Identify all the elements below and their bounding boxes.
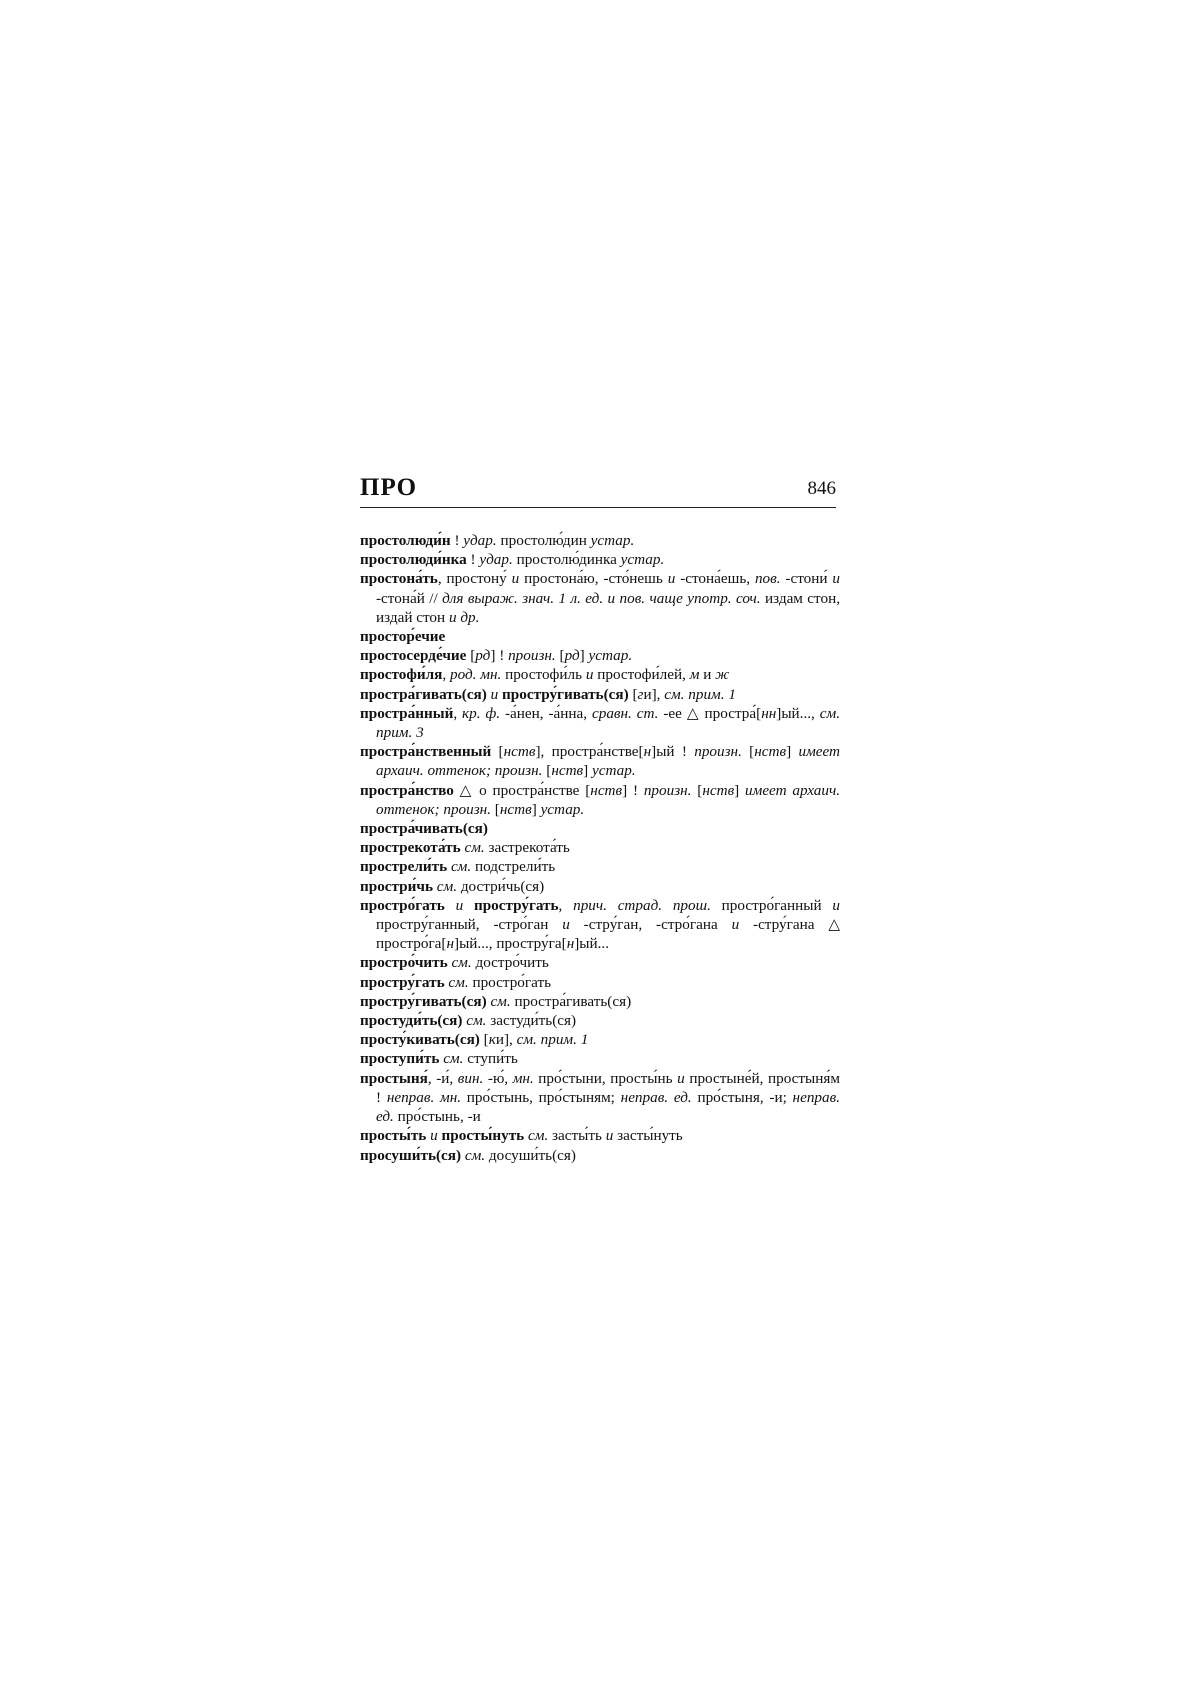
entry-text: ] [786,743,799,761]
entry-text: застрекота́ть [484,839,570,857]
entry-note: нств [754,743,787,761]
entry-note: устар. [620,551,665,569]
entry-text: простона́ю, -сто́нешь [519,570,668,588]
dictionary-entries [360,531,840,1165]
entry-note: имеет архаич. оттенок; произн. [376,743,841,780]
entry-text: [ [466,647,476,665]
entry-headword: простыня́ [360,1069,428,1087]
entry-text: ]ый..., простру́га[ [454,935,567,953]
entry-headword: проступи́ть [360,1050,440,1068]
entry-note: н [643,743,652,761]
entry-text: ] [579,647,589,665]
entry-text: застуди́ть(ся) [486,1012,577,1030]
entry-headword: простор́ечие [360,628,446,646]
entry-text: ! [466,551,480,569]
entry-note: рд [564,647,580,665]
page-header [360,474,836,510]
entry-note: см. [443,1050,464,1068]
dictionary-entry [360,569,840,627]
entry-headword: просту́кивать(ся) [360,1031,480,1049]
entry-note: и [832,896,840,914]
entry-text: ] ! [622,781,644,799]
entry-note: устар. [588,647,633,665]
entry-note: и [490,685,499,703]
entry-note: н [566,935,575,953]
entry-headword: простолюди́н [360,532,451,549]
entry-note: нств [499,800,532,818]
entry-note: нств [590,781,623,799]
entry-text: [ [542,762,552,780]
entry-note: см. прим. 3 [376,704,841,742]
dictionary-entry [360,685,840,704]
entry-text: и], [495,1031,517,1049]
entry-note: и [562,916,570,934]
entry-text: [ [479,1031,489,1049]
dictionary-entry [360,838,840,857]
entry-text: простолю́динка [512,551,621,569]
entry-note: см. [448,973,469,991]
entry-headword: простри́чь [360,877,433,895]
entry-text: △ о простра́нстве [ [453,781,591,799]
entry-note: и [667,570,676,588]
dictionary-entry [360,781,840,819]
entry-headword: прострекота́ть [360,839,461,857]
dictionary-entry [360,1069,840,1127]
entry-headword: простона́ть [360,570,438,588]
dictionary-entry [360,1126,840,1145]
entry-variant: просты́нуть [441,1127,525,1145]
entry-text: ]ый... [574,935,610,953]
entry-note: произн. [694,743,742,761]
entry-note: для выраж. знач. 1 л. ед. и пов. чаще употр. соч. [442,589,761,607]
entry-note: и [731,916,740,934]
dictionary-entry [360,896,840,954]
entry-text: ступи́ть [463,1050,518,1068]
entry-text: -стони́ [780,570,833,588]
entry-note: рд [475,647,491,665]
entry-headword: прострели́ть [360,858,448,876]
entry-text: издам стон, издай стон [376,589,841,626]
entry-note: и [832,570,841,588]
entry-headword: простосерде́чие [360,647,467,665]
entry-text: [ [691,781,703,799]
entry-variant: простру́гивать(ся) [502,685,629,703]
entry-headword: простра́нственный [360,743,492,761]
entry-text: -а́нен, -а́нна, [500,704,592,722]
entry-note: м [689,666,700,684]
entry-note: нств [503,743,536,761]
entry-note: см. прим. 1 [664,685,736,703]
entry-note: пов. [754,570,781,588]
entry-note: см. [466,1012,487,1030]
entry-text: , [558,896,574,914]
entry-text: подстрели́ть [471,858,556,876]
entry-note: см. прим. 1 [516,1031,589,1049]
dictionary-entry [360,1011,840,1030]
dictionary-entry [360,819,840,838]
entry-note: устар. [540,800,585,818]
entry-note: неправ. мн. [386,1088,462,1106]
entry-note: г [637,685,644,703]
entry-text: достри́чь(ся) [457,877,545,895]
entry-headword: простро́гать [360,896,445,914]
entry-note: устар. [590,532,635,549]
dictionary-entry [360,857,840,876]
entry-note: см. [464,1146,486,1164]
entry-note: устар. [592,762,636,780]
dictionary-entry [360,627,840,646]
dictionary-entry [360,877,840,896]
entry-text: -стона́ешь, [675,570,755,588]
entry-headword: простолюди́нка [360,551,467,569]
entry-headword: простра́нство [360,781,454,799]
entry-note: прич. страд. прош. [573,896,711,914]
entry-note: удар. [463,532,497,549]
entry-note: нств [551,762,584,780]
entry-text: простофи́ль [501,666,586,684]
entry-note: и [430,1127,438,1145]
entry-headword: простра́нный [360,704,454,722]
entry-text: про́стыня, -и; [691,1088,793,1106]
entry-text: засты́ть [548,1127,606,1145]
entry-note: н [446,935,455,953]
entry-text: -стона́й // [376,589,443,607]
entry-text: ] [583,762,593,780]
entry-text: простолю́дин [496,532,591,549]
entry-note: неправ. ед. [376,1088,840,1126]
entry-note: удар. [479,551,513,569]
entry-note: ж [715,666,730,684]
entry-note: неправ. ед. [620,1088,692,1106]
entry-text: , [453,704,463,722]
entry-text: ] ! [490,647,509,665]
entry-note: вин. [457,1069,484,1087]
entry-text [445,897,456,914]
entry-text: про́стынь, -и [393,1108,481,1126]
entry-text: простофи́лей, [593,666,690,684]
entry-text: ! [450,532,464,549]
entry-headword: простро́чить [360,954,448,972]
header-rule [360,507,836,508]
dictionary-entry [360,646,840,665]
entry-note: см. [450,858,472,876]
entry-note: и [585,666,594,684]
entry-text: , [442,666,450,684]
entry-variant: простру́гать [473,896,559,914]
entry-text [463,897,474,914]
entry-text: ] [734,781,746,799]
entry-note: нн [761,704,777,722]
entry-text: про́стынь, про́стыням; [461,1088,621,1106]
entry-note: см. [528,1127,549,1145]
entry-headword: простофи́ля [360,666,443,684]
page-number: 846 [807,478,836,499]
entry-note: имеет архаич. оттенок; произн. [376,781,841,818]
entry-note: и [677,1069,685,1087]
entry-note: мн. [512,1069,534,1087]
entry-text: ] [531,800,541,818]
dictionary-entry [360,665,840,684]
dictionary-entry [360,953,840,972]
dictionary-entry [360,1030,840,1049]
entry-headword: простра́гивать(ся) [360,685,487,703]
entry-text: ]ый ! [651,743,695,761]
entry-headword: простра́чивать(ся) [360,820,488,838]
dictionary-entry [360,531,840,550]
entry-note: см. [490,992,511,1010]
entry-headword: просуши́ть(ся) [360,1146,462,1164]
entry-note: и др. [448,608,480,626]
dictionary-entry [360,550,840,569]
entry-note: см. [436,877,458,895]
entry-text: засты́нуть [613,1127,683,1145]
entry-text: ]ый..., [776,704,820,722]
entry-text: про́стыни, просты́нь [533,1069,678,1087]
entry-text: и], [643,685,665,703]
entry-note: см. [451,954,472,972]
entry-text: -ю́, [483,1069,513,1087]
entry-note: к [488,1031,496,1049]
entry-text: простру́ганный, -стро́ган [376,916,563,934]
entry-note: произн. [643,781,692,799]
entry-headword: простуди́ть(ся) [360,1012,463,1030]
entry-text: достро́чить [471,954,549,972]
entry-text: [ [491,743,504,761]
entry-text: простыне́й, простыня́м ! [376,1069,840,1106]
entry-text: досуши́ть(ся) [485,1146,576,1164]
entry-headword: просты́ть [360,1127,427,1145]
entry-note: и [511,570,520,588]
entry-text: простро́гать [468,973,552,991]
dictionary-entry [360,973,840,992]
dictionary-entry [360,992,840,1011]
entry-note: нств [702,781,735,799]
entry-headword: простру́гать [360,973,445,991]
dictionary-entry [360,1146,840,1165]
entry-note: род. мн. [449,666,502,684]
entry-text: -стру́ган, -стро́гана [569,916,732,934]
entry-note: сравн. ст. [591,704,659,722]
entry-text: , -и́, [427,1069,458,1087]
entry-note: кр. ф. [462,704,501,722]
entry-text: [ [555,647,565,665]
entry-text: простра́гивать(ся) [510,992,632,1010]
entry-text: [ [741,743,755,761]
entry-text: -ее △ простра́[ [658,704,762,722]
dictionary-entry [360,1049,840,1068]
entry-text: -стру́гана △ простро́га[ [376,916,840,953]
entry-note: произн. [508,647,556,665]
running-head: ПРО [360,474,418,501]
entry-text: простро́ганный [710,896,833,914]
dictionary-entry [360,704,840,742]
entry-note: и [605,1127,614,1145]
entry-text: ], простра́нстве[ [535,743,644,761]
dictionary-entry [360,742,840,780]
entry-text: [ [491,800,500,818]
entry-note: см. [464,839,485,857]
entry-text: и [699,666,716,684]
entry-note: и [455,896,464,914]
entry-text: [ [628,685,638,703]
entry-headword: простру́гивать(ся) [360,992,487,1010]
entry-text: , простону́ [437,570,512,588]
